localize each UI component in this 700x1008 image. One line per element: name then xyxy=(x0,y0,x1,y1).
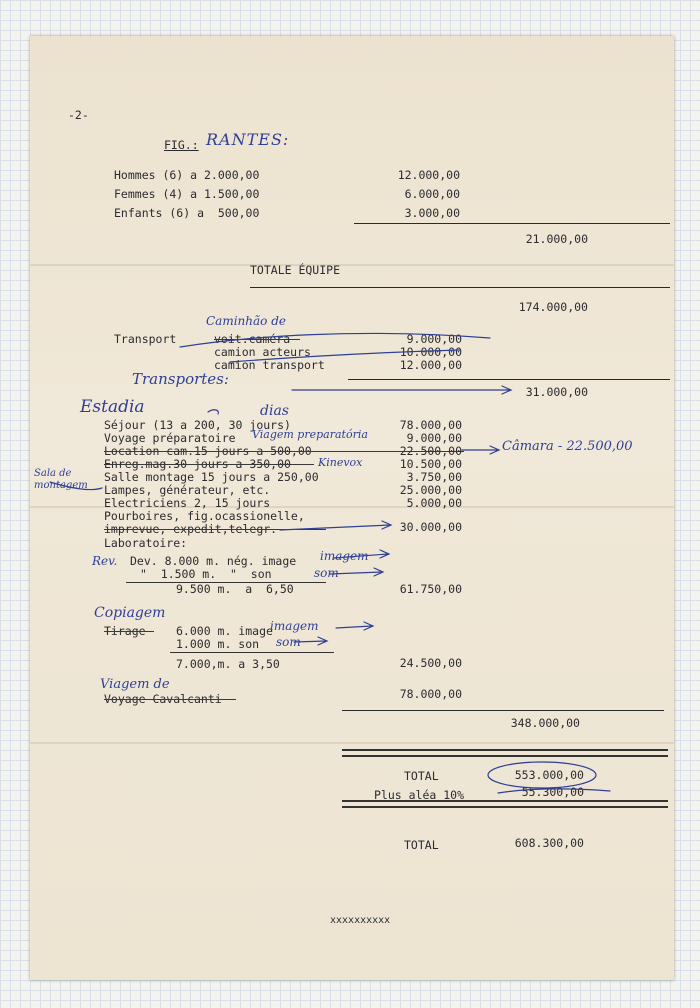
figurantes-typed-heading: FIG.: xyxy=(164,138,199,152)
camara-handwritten: Câmara - 22.500,00 xyxy=(502,439,633,454)
total-label: TOTAL xyxy=(404,769,439,783)
laboratoire-amount: 61.750,00 xyxy=(399,582,462,596)
expense-amount: 3.750,00 xyxy=(406,470,462,484)
page-number: -2- xyxy=(68,108,89,122)
figurantes-row-amount: 3.000,00 xyxy=(404,206,460,220)
typed-budget-page xyxy=(30,36,674,980)
laboratoire-row-label: " 1.500 m. " son xyxy=(140,567,272,581)
imagem-handwritten: imagem xyxy=(320,549,369,563)
transport-label: Transport xyxy=(114,332,177,346)
expense-label: Salle montage 15 jours a 250,00 xyxy=(104,470,319,484)
figurantes-row-amount: 12.000,00 xyxy=(397,168,460,182)
kinevox-handwritten: Kinevox xyxy=(318,456,363,469)
transport-row-amount: 9.000,00 xyxy=(406,332,462,346)
alea-amount: 55.300,00 xyxy=(521,785,584,799)
som-handwritten: som xyxy=(314,566,339,580)
transport-row-amount: 12.000,00 xyxy=(399,358,462,372)
som-handwritten: som xyxy=(276,635,301,649)
viagem-handwritten: Viagem de xyxy=(100,677,170,692)
sala-handwritten: Sala de montagem xyxy=(34,468,88,491)
tirage-row-label: 6.000 m. image xyxy=(176,624,273,638)
expense-label: Lampes, générateur, etc. xyxy=(104,483,271,497)
grand-total-label: TOTAL xyxy=(404,838,439,852)
transportes-handwritten: Transportes: xyxy=(132,370,229,388)
expense-amount: 25.000,00 xyxy=(399,483,462,497)
figurantes-row-label: Enfants (6) a 500,00 xyxy=(114,206,260,220)
tirage-row-label: 1.000 m. son xyxy=(176,637,260,651)
figurantes-row-amount: 6.000,00 xyxy=(404,187,460,201)
tirage-total-line: 7.000,m. a 3,50 xyxy=(176,657,280,671)
expense-amount: 22.500,00 xyxy=(399,444,462,458)
laboratoire-label: Laboratoire: xyxy=(104,536,188,550)
tirage-amount: 24.500,00 xyxy=(399,656,462,670)
expense-label: imprevue, expedit,telegr. xyxy=(104,522,278,536)
figurantes-subtotal: 21.000,00 xyxy=(525,232,588,246)
expense-label: Pourboires, fig.ocassionelle, xyxy=(104,509,305,523)
footer-mark: xxxxxxxxxx xyxy=(330,915,391,926)
expense-label: Enreg.mag.30 jours a 350,00 xyxy=(104,457,291,471)
figurantes-row-label: Hommes (6) a 2.000,00 xyxy=(114,168,260,182)
laboratoire-total-line: 9.500 m. a 6,50 xyxy=(176,582,294,596)
expense-label: Séjour (13 a 200, 30 jours) xyxy=(104,418,291,432)
tirage-label: Tirage xyxy=(104,624,146,638)
expense-amount: 10.500,00 xyxy=(399,457,462,471)
expense-amount: 78.000,00 xyxy=(399,418,462,432)
voyage-label: Voyage Cavalcanti xyxy=(104,692,222,706)
transport-row-label: voit.caméra xyxy=(214,332,291,346)
totale-equipe-label: TOTALE ÉQUIPE xyxy=(250,263,341,277)
grand-total-amount: 608.300,00 xyxy=(514,836,584,850)
rev-handwritten: Rev. xyxy=(92,554,118,568)
expense-label: Voyage préparatoire xyxy=(104,431,236,445)
expense-amount: 9.000,00 xyxy=(406,431,462,445)
handwritten-ink-marks xyxy=(30,36,674,980)
figurantes-handwritten: RANTES: xyxy=(206,130,290,149)
dias-handwritten: dias xyxy=(260,403,289,419)
transport-row-label: camion acteurs xyxy=(214,345,311,359)
voyage-amount: 78.000,00 xyxy=(399,687,462,701)
final-subtotal: 348.000,00 xyxy=(510,716,580,730)
total-amount: 553.000,00 xyxy=(514,768,584,782)
expense-amount: 30.000,00 xyxy=(399,520,462,534)
estadia-handwritten: Estadia xyxy=(80,397,145,417)
expense-label: Electriciens 2, 15 jours xyxy=(104,496,271,510)
transport-row-label: camion transport xyxy=(214,358,325,372)
laboratoire-row-label: Dev. 8.000 m. nég. image xyxy=(130,554,297,568)
expense-handwritten: Viagem preparatória xyxy=(252,428,368,441)
expense-label: Location cam.15 jours a 500,00 xyxy=(104,444,312,458)
transport-handwritten-label: Caminhão de xyxy=(206,314,286,328)
transport-subtotal: 31.000,00 xyxy=(525,385,588,399)
copiagem-handwritten: Copiagem xyxy=(94,605,166,621)
expense-amount: 5.000,00 xyxy=(406,496,462,510)
figurantes-row-label: Femmes (4) a 1.500,00 xyxy=(114,187,260,201)
totale-equipe-amount: 174.000,00 xyxy=(518,300,588,314)
transport-row-amount: 10.000,00 xyxy=(399,345,462,359)
imagem-handwritten: imagem xyxy=(270,619,319,633)
alea-label: Plus aléa 10% xyxy=(374,788,465,802)
